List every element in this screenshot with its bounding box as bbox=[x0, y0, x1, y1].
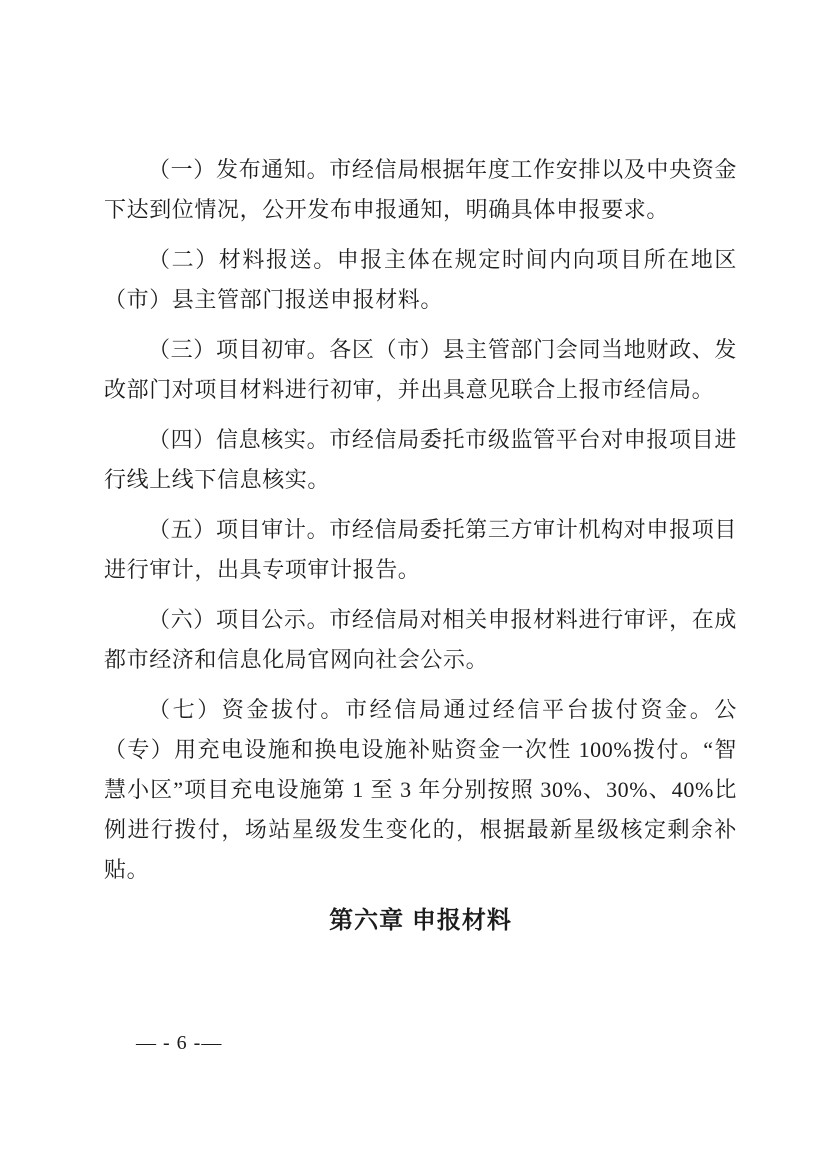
page-number: — - 6 -— bbox=[136, 1032, 223, 1054]
paragraph-1: （一）发布通知。市经信局根据年度工作安排以及中央资金下达到位情况，公开发布申报通知，明确具体申报要求。 bbox=[104, 157, 737, 222]
paragraph-3: （三）项目初审。各区（市）县主管部门会同当地财政、发改部门对项目材料进行初审，并出具意见联合上报市经信局。 bbox=[104, 337, 737, 402]
paragraph-5: （五）项目审计。市经信局委托第三方审计机构对申报项目进行审计，出具专项审计报告。 bbox=[104, 517, 737, 582]
paragraph-7: （七）资金拔付。市经信局通过经信平台拔付资金。公（专）用充电设施和换电设施补贴资金一次性 100%拨付。“智慧小区”项目充电设施第 1 至 3 年分别按照 30%、30%、40%比例进行拨付，场站星级发生变化的，根据最新星级核定剩余补贴。 bbox=[104, 697, 737, 882]
paragraph-6: （六）项目公示。市经信局对相关申报材料进行审评，在成都市经济和信息化局官网向社会公示。 bbox=[104, 607, 737, 672]
chapter-heading: 第六章 申报材料 bbox=[329, 907, 512, 934]
paragraph-2: （二）材料报送。申报主体在规定时间内向项目所在地区（市）县主管部门报送申报材料。 bbox=[104, 247, 737, 312]
paragraph-4: （四）信息核实。市经信局委托市级监管平台对申报项目进行线上线下信息核实。 bbox=[104, 427, 737, 492]
document-body bbox=[104, 150, 737, 942]
